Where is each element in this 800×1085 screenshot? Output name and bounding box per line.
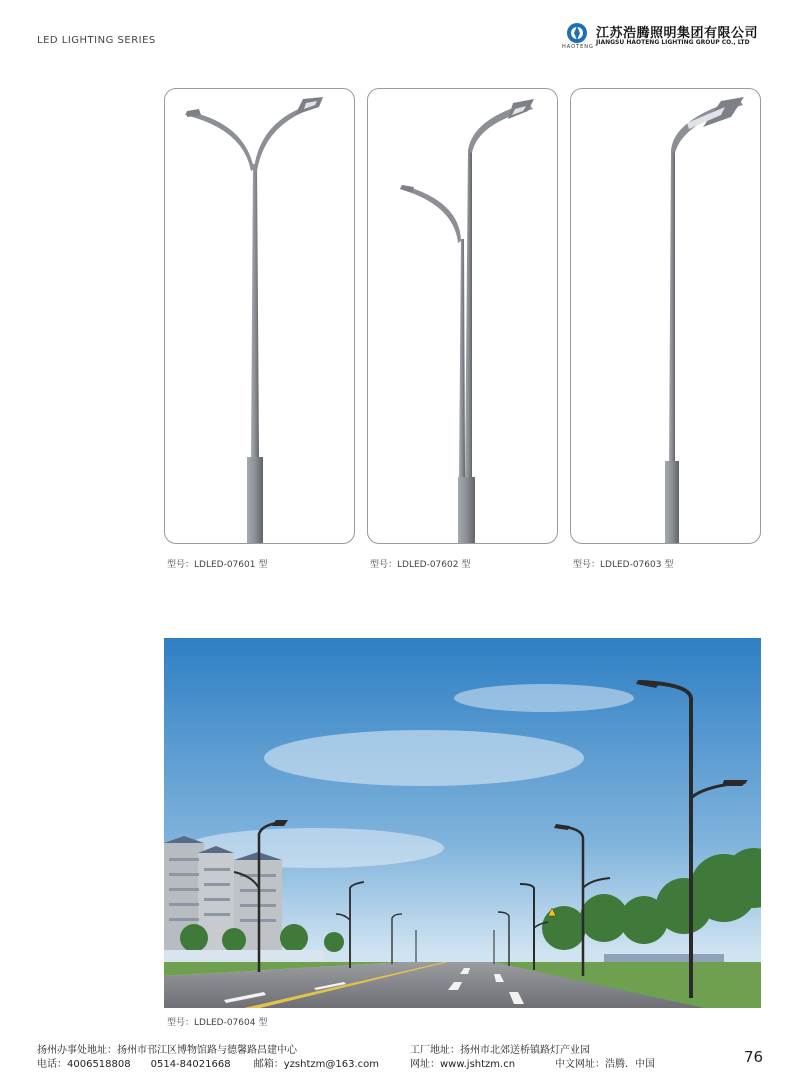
product-card-07601 [164,88,355,544]
installation-photo [164,638,761,1008]
photo-caption-07604: 型号：LDLED-07604 型 [167,1018,268,1028]
street-lamp-07603-image [571,89,760,543]
office-address: 扬州办事处地址：扬州市邗江区博物馆路与德馨路昌建中心 [37,1045,297,1056]
product-caption-07602: 型号：LDLED-07602 型 [370,560,471,570]
website-info: 网址：www.jshtzm.cn 中文网址：浩腾．中国 [410,1059,656,1070]
street-lamp-07602-image [368,89,557,543]
company-logo [566,22,588,44]
product-card-07603 [570,88,761,544]
logo-subtitle: HAOTENG [562,44,594,50]
page-number: 76 [744,1048,764,1066]
company-name-cn: 江苏浩腾照明集团有限公司 [596,26,759,41]
product-caption-07603: 型号：LDLED-07603 型 [573,560,674,570]
street-lamp-07601-image [165,89,354,543]
series-title: LED LIGHTING SERIES [37,35,156,46]
product-caption-07601: 型号：LDLED-07601 型 [167,560,268,570]
company-name-en: JIANGSU HAOTENG LIGHTING GROUP CO., LTD [596,39,750,46]
factory-address: 工厂地址：扬州市北郊送桥镇路灯产业园 [410,1045,590,1056]
product-card-07602 [367,88,558,544]
contact-phone-email: 电话：4006518808 0514-84021668 邮箱：yzshtzm@163.com [37,1059,380,1070]
